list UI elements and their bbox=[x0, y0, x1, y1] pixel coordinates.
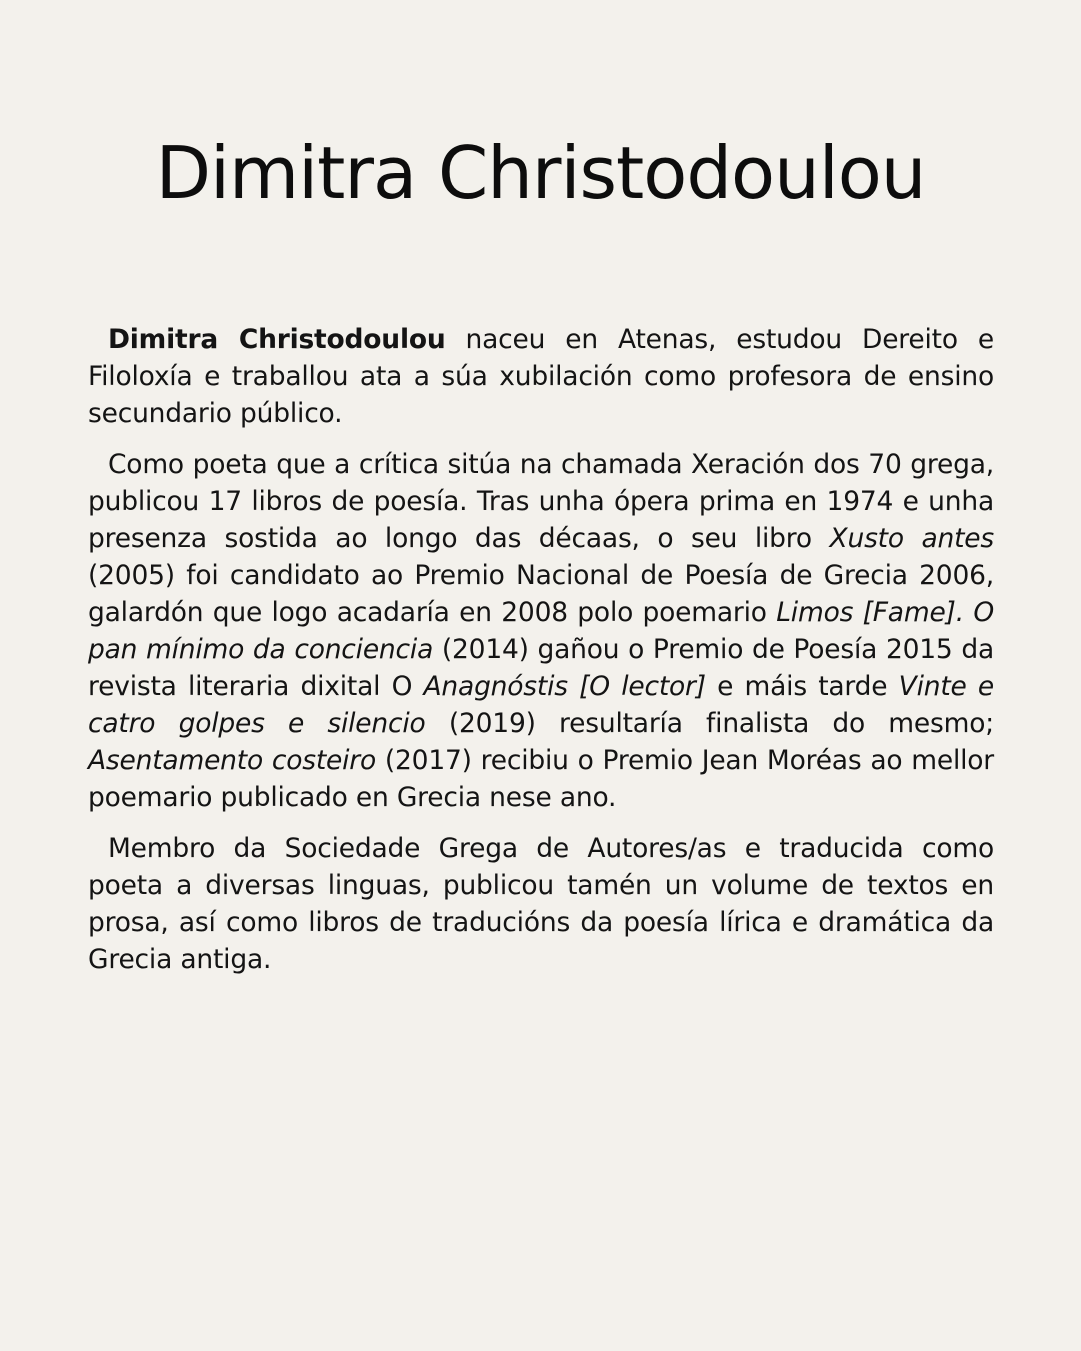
text-run: (2014) gañou o Premio de Poesía 2015 da revista literaria dixital O bbox=[88, 634, 994, 702]
book-title: Limos [Fame]. O pan mínimo da conciencia bbox=[88, 597, 994, 665]
biography-text bbox=[88, 321, 994, 992]
text-run: naceu en Atenas, estudou Dereito e Filoloxía e traballou ata a súa xubilación como profesora de ensino secundario público. bbox=[88, 324, 994, 429]
text-run: Membro da Sociedade Grega de Autores/as e traducida como poeta a diversas linguas, publicou tamén un volume de textos en prosa, así como libros de traducións da poesía lírica e dramática da Grecia antiga. bbox=[88, 833, 994, 975]
text-run: Como poeta que a crítica sitúa na chamada Xeración dos 70 grega, publicou 17 libros de poesía. Tras unha ópera prima en 1974 e unha presenza sostida ao longo das décaas, o seu libro bbox=[88, 449, 994, 554]
text-run: (2005) foi candidato ao Premio Nacional de Poesía de Grecia 2006, galardón que logo acadaría en 2008 polo poemario bbox=[88, 560, 994, 628]
book-title: Anagnóstis [O lector] bbox=[423, 671, 706, 702]
paragraph-3 bbox=[88, 830, 994, 978]
text-run: (2017) recibiu o Premio Jean Moréas ao mellor poemario publicado en Grecia nese ano. bbox=[88, 745, 994, 813]
book-title: Xusto antes bbox=[829, 523, 994, 554]
book-title: Vinte e catro golpes e silencio bbox=[88, 671, 995, 739]
paragraph-1 bbox=[88, 321, 994, 432]
text-run: (2019) resultaría finalista do mesmo; bbox=[425, 708, 994, 739]
book-title: Asentamento costeiro bbox=[88, 745, 376, 776]
text-run: e máis tarde bbox=[705, 671, 899, 702]
paragraph-2 bbox=[88, 446, 994, 816]
author-name: Dimitra Christodoulou bbox=[108, 324, 446, 355]
page-title: Dimitra Christodoulou bbox=[155, 131, 926, 215]
